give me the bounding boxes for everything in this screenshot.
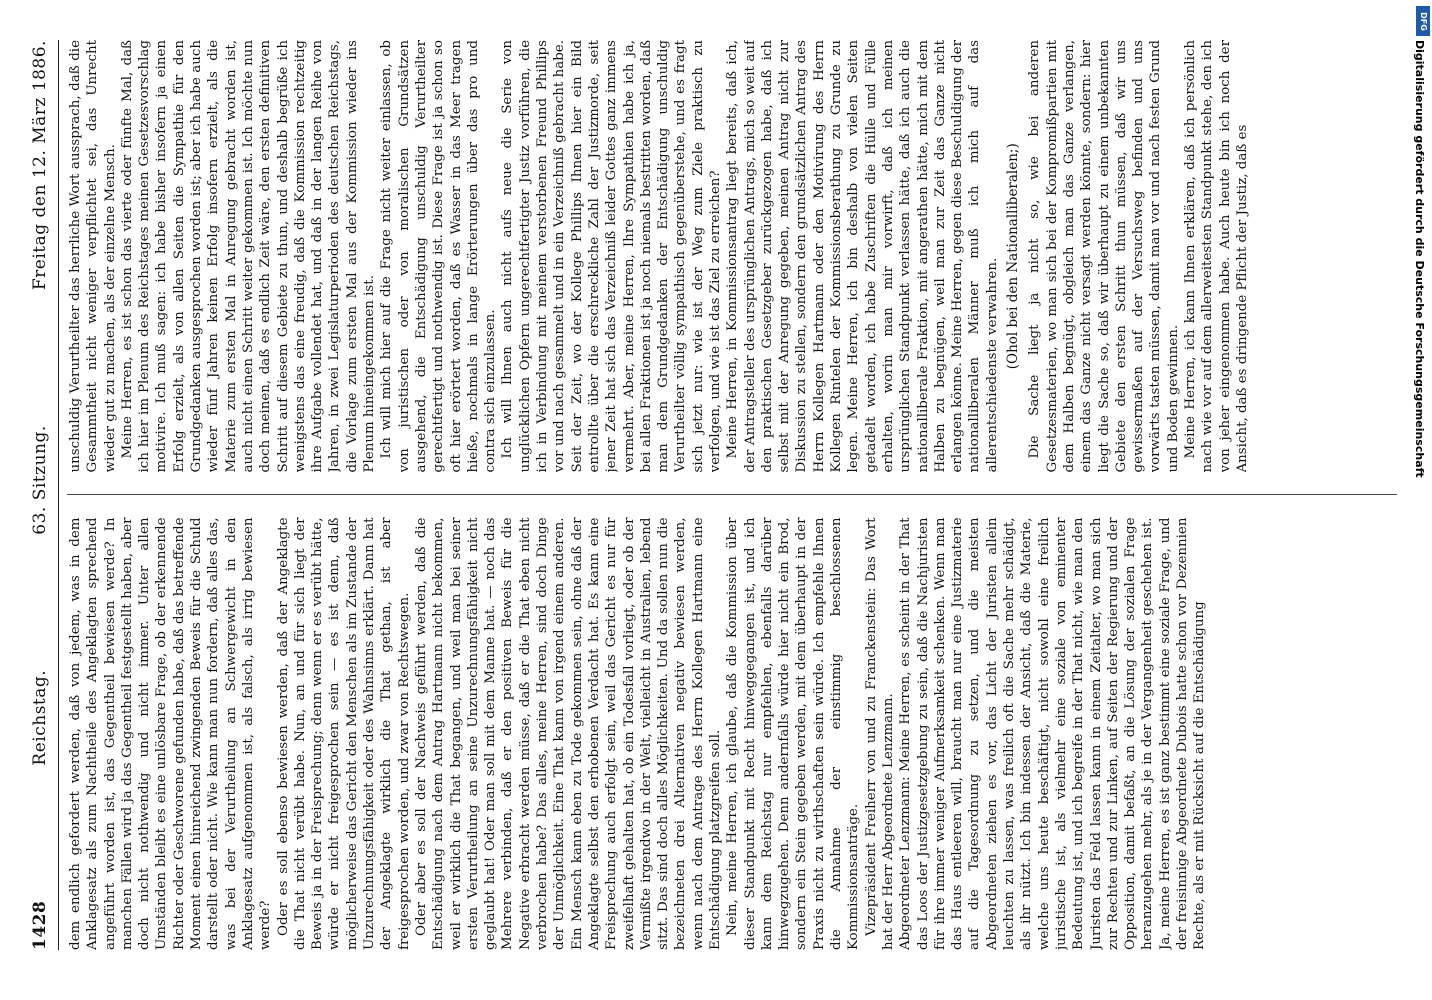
paragraph: Ich will mich hier auf die Frage nicht weiter einlassen, ob von juristischen oder von moralischen Grundsätzen ausgehend, die Entschädigung unschuldig Verurtheilter gerechtfertigt und nothwendig ist. Diese Frage ist ja schon so oft hier erörtert worden, daß es Wasser in das Meer tragen hieße, nochmals in lange Erörterungen über das pro und contra sich einzulassen. [379,40,499,473]
digitization-credit [1412,40,1426,960]
digitization-credit-text: Digitalisierung gefördert durch die Deutsche Forschungsgemeinschaft [1413,40,1426,478]
paragraph: Oder aber es soll der Nachweis geführt werden, daß die Entschädigung nach dem Antrag Hartmann nicht bekommen, weil er wirklich die That begangen, und weil man bei seiner ersten Verurtheilung an seine Unzurechnungsfähigkeit nicht geglaubt hat! Oder man soll mit dem Manne hat. — noch das Mehrere verbinden, daß er den positiven Beweis für die Negative erbracht werden müsse, daß er die That eben nicht verbrochen habe? Das alles, meine Herren, sind doch Dinge der Unmöglichkeit. Eine That kann von irgend einem anderen. Ein Mensch kann eben zu Tode gekommen sein, ohne daß der Angeklagte selbst den erhobenen Verdacht hat. Es kann eine Freisprechung auch erfolgt sein, weil das Gericht es nur für zweifelhaft gehalten hat, ob ein Todesfall vorliegt, oder ob der Vermißte irgendwo in der Welt, vielleicht in Australien, lebend sitzt. Das sind doch alles Möglichkeiten. Und da sollen nun die bezeichneten drei Alternativen negativ bewiesen werden, wenn nach dem Antrage des Herrn Kollegen Hartmann eine Entschädigung platzgreifen soll. [413,517,723,950]
paragraph: Meine Herren, in Kommissionsantrag liegt bereits, daß ich, der Antragsteller des ursprünglichen Antrags, mich so weit auf den praktischen Gesetzgeber zurückgezogen habe, daß ich selbst mit der Anregung gegeben, meinen Antrag nicht zur Diskussion zu stellen, sondern den grundsätzlichen Antrag des Herrn Kollegen Hartmann oder den Motivirung des Herrn Kollegen Rintelen der Kommissionsberathung zu Grunde zu legen. Meine Herren, ich bin deshalb von vielen Seiten getadelt worden, ich habe Zuschriften die Hülle und Fülle erhalten, worin man mir vorwirft, daß ich meinen ursprünglichen Standpunkt verlassen hätte, daß ich auch die nationalliberale Fraktion, mit angerathen hätte, mich mit dem Halben zu begnügen, weil man zur Zeit das Ganze nicht erlangen könne. Meine Herren, gegen diese Beschuldigung der nationalliberalen Männer muß ich mich auf das allerentschiedenste verwahren. [725,40,1000,473]
dfg-logo-text: DFG [1418,11,1428,31]
text-column-right [67,40,1397,473]
paragraph: (Ohol bei den Nationalliberalen;) [1005,143,1022,370]
paragraph: Meine Herren, ich kann Ihnen erklären, daß ich persönlich nach wie vor auf dem allerweitesten Standpunkt stehe, den ich von jeher eingenommen habe. Auch heute bin ich noch der Ansicht, daß es dringende Pflicht der Justiz, daß es [1183,40,1250,473]
column-divider [67,495,1397,496]
paragraph: Vizepräsident Freiherr von und zu Franckenstein: Das Wort hat der Herr Abgeordnete Lenzmann. [863,517,896,950]
paragraph: Meine Herren, es ist schon das vierte oder fünfte Mal, daß ich hier im Plenum des Reichstages meinen Gesetzesvorschlag motivire. Ich muß sagen: ich habe bisher insofern ja einen Erfolg erzielt, als von allen Seiten die Sympathie für den Grundgedanken ausgesprochen worden ist; aber ich habe auch wieder fünf Jahren keinen Erfolg insofern erzielt, als die Materie zum ersten Mal in Anregung gebracht worden ist, auch nicht einen Schritt weiter gekommen ist. Ich möchte nun doch meinen, daß es endlich Zeit wäre, den ersten definitiven Schritt auf diesem Gebiete zu thun, und deshalb begrüße ich wenigstens das eine freudig, daß die Kommission rechtzeitig ihre Aufgabe vollendet hat, und daß in der langen Reihe von Jahren, in zwei Legislaturperioden des deutschen Reichstags, die Vorlage zum ersten Mal aus der Kommission wieder ins Plenum hineingekommen ist. [119,40,378,473]
paragraph: dem endlich gefordert werden, daß von jedem, was in dem Anklagesatz als zum Nachtheile des Angeklagten sprechend angeführt worden ist, das Gegentheil bewiesen werde? In manchen Fällen wird ja das Gegentheil festgestellt haben, aber doch nicht nothwendig und nicht immer. Unter allen Umständen bleibt es eine unlösbare Frage, ob der erkennende Richter oder Geschworene gefunden habe, daß das betreffende Moment einen hinreichend zwingenden Beweis für die Schuld darstellt oder nicht. Wie kann man nun fordern, daß alles das, was bei der Verurtheilung an Schwergewicht in den Anklagesatz aufgenommen ist, als falsch, als irrig bewiesen werde? [68,517,274,950]
page-number: 1428 [30,900,50,950]
publication-title: Reichstag. [30,669,50,766]
paragraph: Abgeordneter Lenzmann: Meine Herren, es scheint in der That das Loos der Justizgesetzgebung zu sein, daß die Nachjuristen für ihre immer weniger Aufmerksamkeit schenken. Wenn man das Haus entleeren will, braucht man nur eine Justizmaterie auf die Tagesordnung zu setzen, und die meisten Abgeordneten ziehen es vor, das Licht der Juristen allein leuchten zu lassen, was freilich oft die Sache mehr schädigt, als ihr nützt. Ich bin indessen der Ansicht, daß die Materie, welche uns heute beschäftigt, nicht sowohl eine freilich juristische ist, als vielmehr eine soziale von eminenter Bedeutung ist, und ich begreife in der That nicht, wie man den Juristen das Feld lassen kann in einem Zeitalter, wo man sich zur Rechten und zur Linken, auf Seiten der Regierung und der Opposition, damit befaßt, an die Lösung der sozialen Frage heranzugehen mehr, als je in der Vergangenheit geschehen ist. Ja, meine Herren, es ist ganz bestimmt eine soziale Frage, und der freisinnige Abgeordnete Dubois hatte schon vor Dezennien Rechte, als er mit Rücksicht auf die Entschädigung [898,517,1208,950]
session-label: 63. Sitzung. [30,425,50,535]
page-header [30,40,59,950]
paragraph: Nein, meine Herren, ich glaube, daß die Kommission über dieser Standpunkt mit Recht hinweggegangen ist, und ich kann dem Reichstag nur empfehlen, ebenfalls darüber hinwegzugehen. Denn andernfalls würde hier nicht ein Brod, sondern ein Stein gegeben werden, mit dem überhaupt in der Praxis nicht zu wirthschaften sein würde. Ich empfehle Ihnen die Annahme der einstimmig beschlossenen Kommissionsanträge. [725,517,862,950]
paragraph: Ich will Ihnen auch nicht aufs neue die Serie von unglücklichen Opfern ungerechtfertigter Justiz vorführen, die ich in Verbindung mit meinem verstorbenen Freund Phillips vor und nach gesammelt und in ein Verzeichniß gebracht habe. Seit der Zeit, wo der Kollege Phillips Ihnen hier ein Bild entrollte über die erschreckliche Zahl der Justizmorde, seit jener Zeit hat sich das Verzeichniß leider Gottes ganz immens vermehrt. Aber, meine Herren, Ihre Sympathien habe ich ja, bei allen Fraktionen ist ja noch niemals bestritten worden, daß man dem Grundgedanken der Entschädigung unschuldig Verurtheilter völlig sympathisch gegenüberstehe, und es fragt sich jetzt nur: wie ist der Weg zum Ziele praktisch zu verfolgen, und wie ist das Ziel zu erreichen? [500,40,723,473]
session-date: Freitag den 12. März 1886. [30,40,50,291]
paragraph: Die Sache liegt ja nicht so, wie bei anderen Gesetzesmaterien, wo man sich bei der Kompromißpartien mit dem Halben begnügt, obgleich man das Ganze verlangen, einem das Ganze nicht versagt werden könnte, sondern: hier liegt die Sache so, daß wir überhaupt zu einem unbekannten Gebiete den ersten Schritt thun müssen, daß wir uns gewissermaßen auf der Versuchsweg befinden und uns vorwärts tasten müssen, damit man vor und nach festen Grund und Boden gewinnen. [1027,40,1181,473]
paragraph: Oder es soll ebenso bewiesen werden, daß der Angeklagte die That nicht verübt habe. Nun, an und für sich liegt der Beweis ja in der Freisprechung; denn wenn er es verübt hätte, würde er nicht freigesprochen sein — es ist denn, daß möglicherweise das Gericht den Menschen als im Zustande der Unzurechnungsfähigkeit oder des Wahnsinns erklärt. Dann hat der Angeklagte wirklich die That gethan, ist aber freigesprochen worden, und zwar von Rechtswegen. [275,517,412,950]
text-column-left [67,518,1397,951]
text-columns [67,40,1397,950]
dfg-logo [1416,6,1430,36]
paragraph: unschuldig Verurtheilter das herrliche Wort aussprach, daß die Gesammtheit nicht weniger verpflichtet sei, das Unrecht wieder gut zu machen, als der einzelne Mensch. [68,40,118,473]
